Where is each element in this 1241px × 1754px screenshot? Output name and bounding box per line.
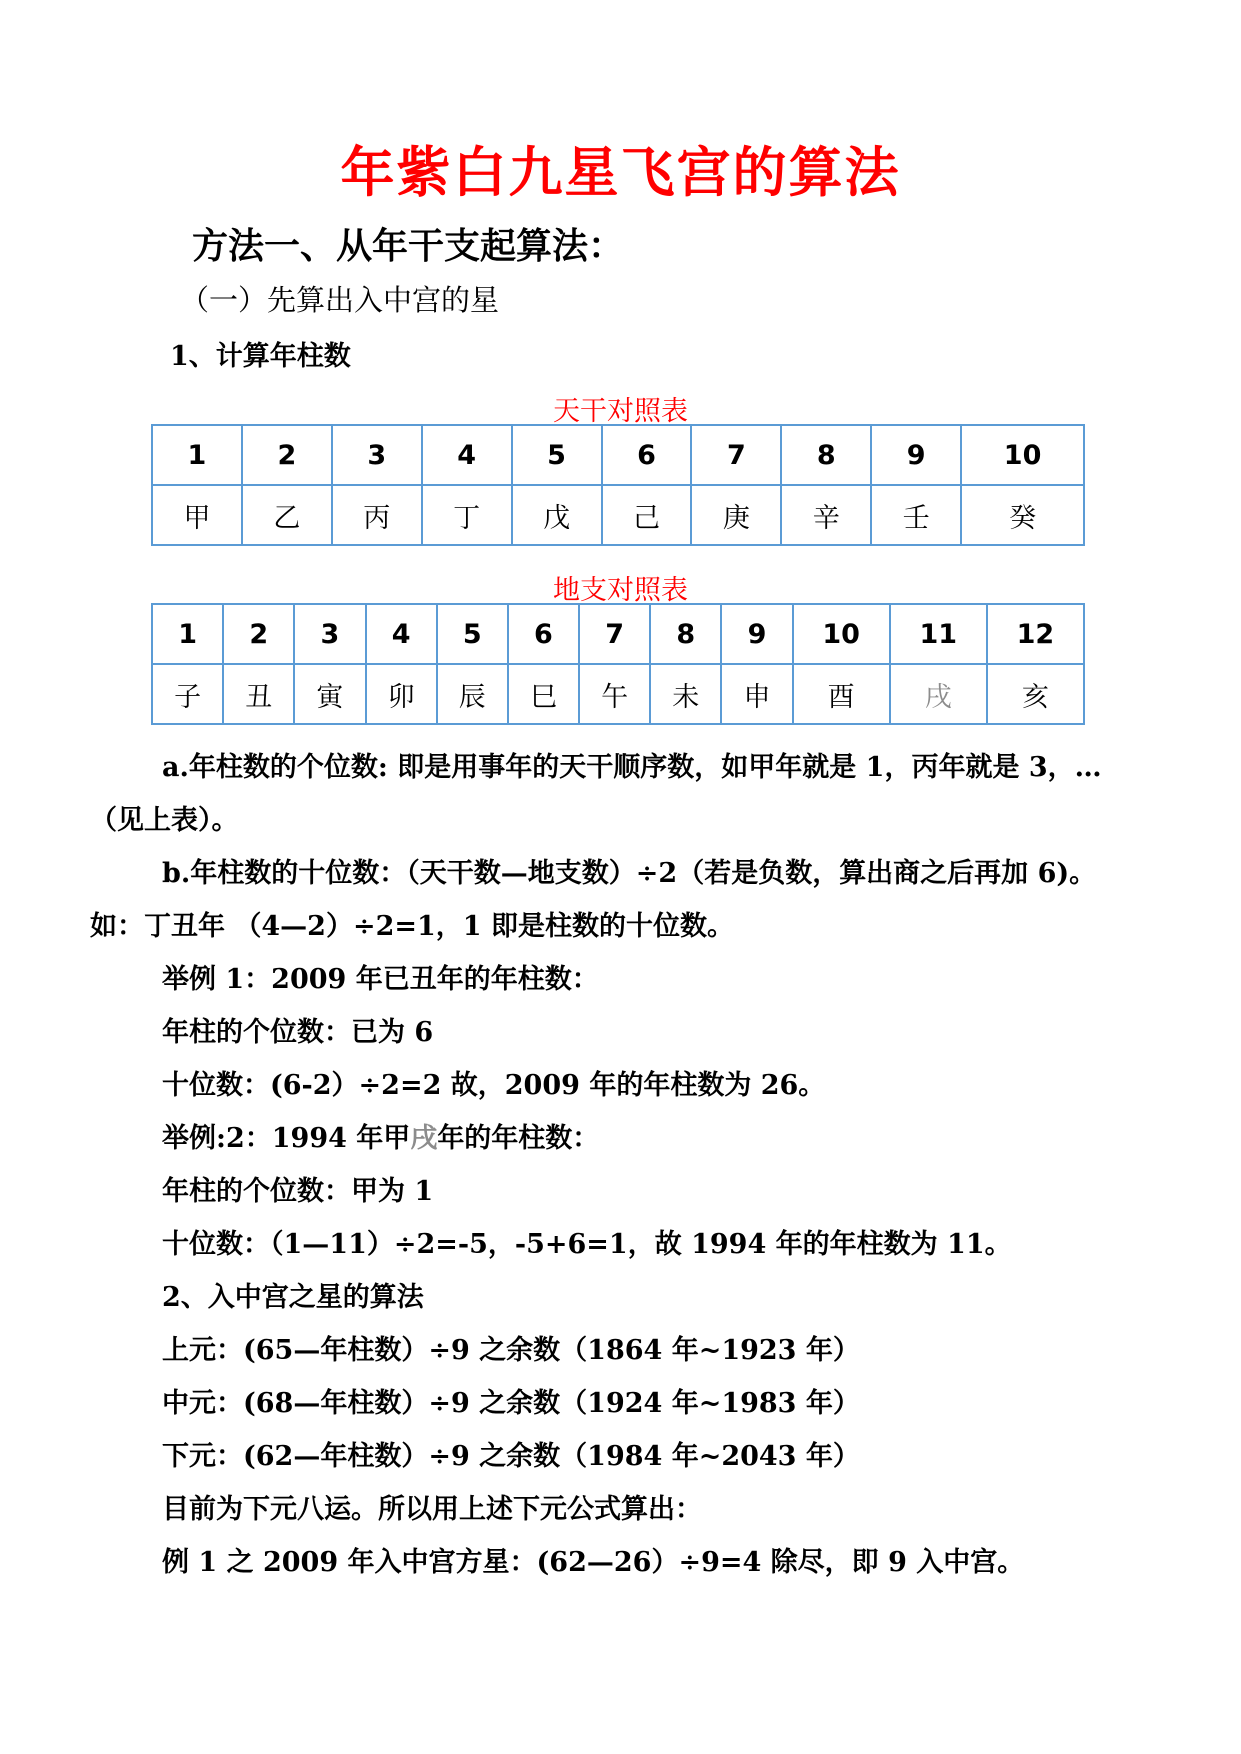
table-cell: 5 bbox=[437, 604, 508, 664]
table-cell: 亥 bbox=[987, 664, 1084, 724]
table-cell: 辛 bbox=[781, 485, 871, 545]
tiangan-char-row bbox=[152, 485, 1084, 545]
table-cell: 甲 bbox=[152, 485, 242, 545]
table-cell: 8 bbox=[650, 604, 721, 664]
upper-era-formula: 上元：(65—年柱数）÷9 之余数（1864 年~1923 年） bbox=[162, 1335, 860, 1366]
table-cell: 丁 bbox=[422, 485, 512, 545]
table-cell: 戊 bbox=[512, 485, 602, 545]
table-cell: 9 bbox=[871, 425, 961, 485]
tiangan-number-row bbox=[152, 425, 1084, 485]
table-cell: 2 bbox=[242, 425, 332, 485]
para-b-line1: b.年柱数的十位数：（天干数—地支数）÷2（若是负数，算出商之后再加 6)。 bbox=[162, 858, 1097, 889]
step1-heading: 1、计算年柱数 bbox=[170, 341, 351, 372]
table-cell: 3 bbox=[332, 425, 422, 485]
sub-heading: （一）先算出入中宫的星 bbox=[180, 283, 500, 317]
example-result: 例 1 之 2009 年入中宫方星：(62—26）÷9=4 除尽，即 9 入中宫。 bbox=[162, 1547, 1025, 1578]
current-period-note: 目前为下元八运。所以用上述下元公式算出： bbox=[162, 1494, 702, 1525]
example1-title: 举例 1：2009 年已丑年的年柱数： bbox=[162, 964, 599, 995]
table-cell: 4 bbox=[366, 604, 437, 664]
table-cell: 子 bbox=[152, 664, 223, 724]
table-cell: 未 bbox=[650, 664, 721, 724]
table-cell: 辰 bbox=[437, 664, 508, 724]
example2-title-gray-char: 戌 bbox=[410, 1123, 438, 1154]
tiangan-table-caption: 天干对照表 bbox=[553, 396, 688, 427]
page-title: 年紫白九星飞宫的算法 bbox=[340, 140, 901, 204]
dizhi-number-row bbox=[152, 604, 1084, 664]
table-cell: 10 bbox=[793, 604, 890, 664]
table-cell: 丑 bbox=[223, 664, 294, 724]
table-cell: 癸 bbox=[961, 485, 1084, 545]
example2-units: 年柱的个位数：甲为 1 bbox=[162, 1176, 434, 1207]
example1-units: 年柱的个位数：已为 6 bbox=[162, 1017, 434, 1048]
lower-era-formula: 下元：(62—年柱数）÷9 之余数（1984 年~2043 年） bbox=[162, 1441, 860, 1472]
dizhi-table-caption: 地支对照表 bbox=[553, 575, 688, 606]
table-cell: 乙 bbox=[242, 485, 332, 545]
table-cell: 庚 bbox=[691, 485, 781, 545]
table-cell: 申 bbox=[721, 664, 792, 724]
table-cell: 8 bbox=[781, 425, 871, 485]
table-cell: 7 bbox=[691, 425, 781, 485]
example2-title-post: 年的年柱数： bbox=[437, 1123, 600, 1154]
table-cell: 11 bbox=[890, 604, 987, 664]
table-cell: 12 bbox=[987, 604, 1084, 664]
table-cell: 1 bbox=[152, 425, 242, 485]
tiangan-table bbox=[151, 424, 1085, 546]
example2-title-pre: 举例:2：1994 年甲 bbox=[162, 1123, 411, 1154]
table-cell: 寅 bbox=[294, 664, 365, 724]
table-cell: 7 bbox=[579, 604, 650, 664]
table-cell: 6 bbox=[508, 604, 579, 664]
table-cell: 壬 bbox=[871, 485, 961, 545]
table-cell: 己 bbox=[602, 485, 692, 545]
middle-era-formula: 中元：(68—年柱数）÷9 之余数（1924 年~1983 年） bbox=[162, 1388, 860, 1419]
table-cell: 巳 bbox=[508, 664, 579, 724]
table-cell: 丙 bbox=[332, 485, 422, 545]
para-a-line2: （见上表）。 bbox=[90, 805, 239, 836]
table-cell: 戌 bbox=[890, 664, 987, 724]
table-cell: 4 bbox=[422, 425, 512, 485]
step2-heading: 2、入中宫之星的算法 bbox=[162, 1282, 424, 1313]
method-heading: 方法一、从年干支起算法： bbox=[192, 225, 625, 267]
table-cell: 5 bbox=[512, 425, 602, 485]
dizhi-table bbox=[151, 603, 1085, 725]
table-cell: 酉 bbox=[793, 664, 890, 724]
table-cell: 3 bbox=[294, 604, 365, 664]
table-cell: 1 bbox=[152, 604, 223, 664]
example2-tens: 十位数：（1—11）÷2=-5，-5+6=1，故 1994 年的年柱数为 11。 bbox=[162, 1229, 1012, 1260]
table-cell: 卯 bbox=[366, 664, 437, 724]
table-cell: 10 bbox=[961, 425, 1084, 485]
para-b-line2: 如：丁丑年 （4—2）÷2=1，1 即是柱数的十位数。 bbox=[90, 911, 734, 942]
table-cell: 6 bbox=[602, 425, 692, 485]
para-a-line1: a.年柱数的个位数: 即是用事年的天干顺序数，如甲年就是 1，丙年就是 3，… bbox=[162, 752, 1102, 783]
dizhi-char-row bbox=[152, 664, 1084, 724]
table-cell: 9 bbox=[721, 604, 792, 664]
example2-title bbox=[162, 1116, 599, 1155]
table-cell: 午 bbox=[579, 664, 650, 724]
table-cell: 2 bbox=[223, 604, 294, 664]
example1-tens: 十位数：(6-2）÷2=2 故，2009 年的年柱数为 26。 bbox=[162, 1070, 826, 1101]
